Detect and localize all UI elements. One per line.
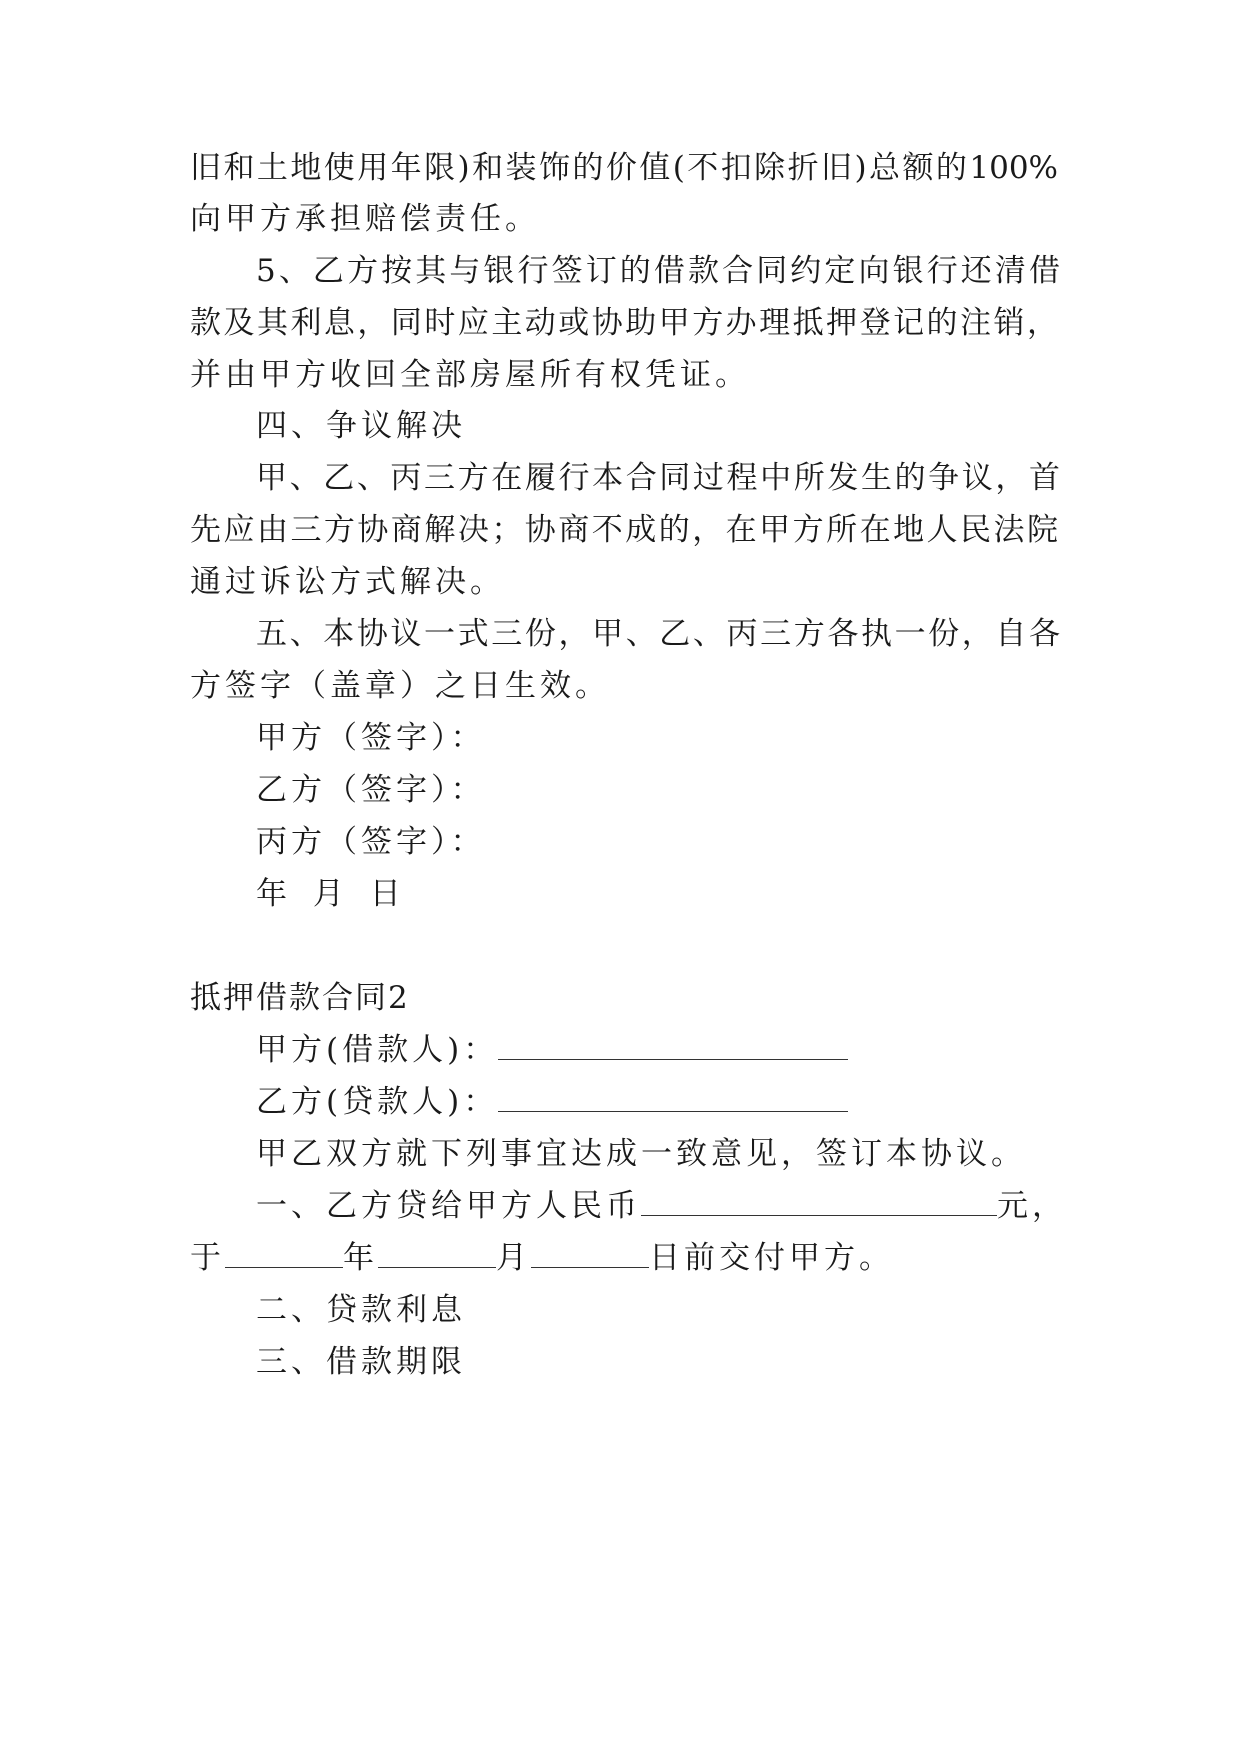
clause-1-prefix: 一、乙方贷给甲方人民币 [256,1188,641,1224]
day-blank [531,1239,649,1268]
month-label: 月 [496,1240,531,1276]
clause-3-heading: 三、借款期限 [256,1344,466,1380]
party-b-blank [498,1083,848,1112]
paragraph-line: 并由甲方收回全部房屋所有权凭证。 [190,357,750,393]
paragraph-line: 5、乙方按其与银行签订的借款合同约定向银行还清借 [256,253,1060,289]
document-page [190,0,1067,1754]
year-blank [225,1239,343,1268]
section-heading: 四、争议解决 [256,408,466,444]
party-a-label: 甲方(借款人)： [256,1032,499,1068]
signature-date: 年 月 日 [256,876,409,912]
amount-blank [641,1187,997,1216]
paragraph-line: 款及其利息，同时应主动或协助甲方办理抵押登记的注销， [190,305,1058,341]
clause-2-heading: 二、贷款利息 [256,1292,466,1328]
paragraph-line: 方签字（盖章）之日生效。 [190,668,610,704]
month-blank [378,1239,496,1268]
delivery-date-row [190,1238,894,1278]
paragraph-line: 先应由三方协商解决；协商不成的，在甲方所在地人民法院 [190,512,1058,548]
year-label: 年 [343,1240,378,1276]
date-prefix: 于 [190,1240,225,1276]
signature-party-b: 乙方（签字）： [256,772,486,808]
paragraph-line: 通过诉讼方式解决。 [190,564,505,600]
signature-party-c: 丙方（签字）： [256,824,486,860]
paragraph-line: 五、本协议一式三份，甲、乙、丙三方各执一份，自各 [256,616,1060,652]
clause-1-row [256,1186,1067,1226]
party-b-label: 乙方(贷款人)： [256,1084,499,1120]
paragraph-line: 向甲方承担赔偿责任。 [190,201,540,237]
date-suffix: 日前交付甲方。 [649,1240,894,1276]
clause-1-suffix: 元， [997,1188,1067,1224]
contract-title: 抵押借款合同2 [190,980,410,1016]
agreement-intro: 甲乙双方就下列事宜达成一致意见，签订本协议。 [256,1136,1026,1172]
party-a-blank [498,1031,848,1060]
party-a-row [256,1030,848,1070]
signature-party-a: 甲方（签字）： [256,720,486,756]
party-b-row [256,1082,848,1122]
paragraph-line: 甲、乙、丙三方在履行本合同过程中所发生的争议，首 [256,460,1060,496]
paragraph-line: 旧和土地使用年限)和装饰的价值(不扣除折旧)总额的100% [190,150,1058,186]
